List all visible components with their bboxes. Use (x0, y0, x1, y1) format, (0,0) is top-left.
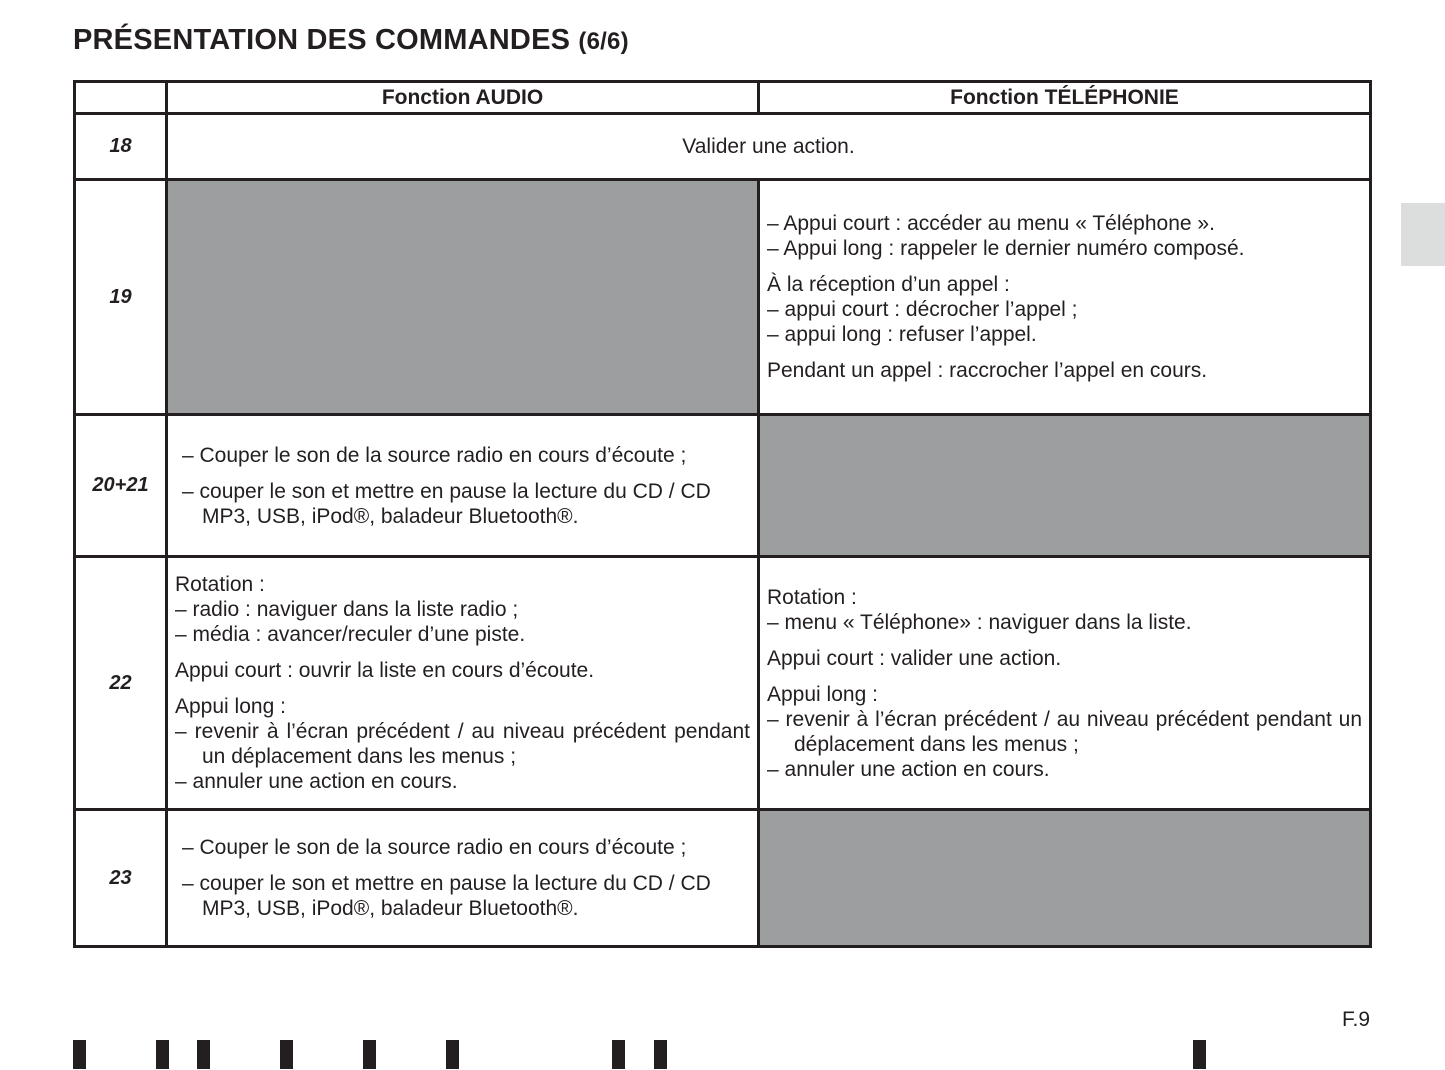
text-line: – Couper le son de la source radio en cours d’écoute ; (182, 443, 687, 467)
text-line: – Appui court : accéder au menu « Téléphone ». (767, 212, 1215, 235)
text-line: Rotation : (175, 573, 265, 596)
text-line: – annuler une action en cours. (175, 770, 458, 793)
header-audio: Fonction AUDIO (167, 82, 759, 114)
text-line: À la réception d’un appel : (767, 273, 1010, 296)
header-telephony: Fonction TÉLÉPHONIE (759, 82, 1371, 114)
text-line: Appui long : (175, 695, 286, 718)
audio-function (167, 557, 759, 810)
text-line: Pendant un appel : raccrocher l’appel en cours. (767, 359, 1208, 382)
control-number: 18 (75, 114, 167, 180)
text-line: Appui court : valider une action. (767, 646, 1062, 670)
text-line: – revenir à l’écran précédent / au niveau précédent pendant un déplacement dans les menus ; (175, 720, 750, 768)
text-line: – appui court : décrocher l’appel ; (767, 298, 1078, 321)
print-mark (73, 1040, 86, 1069)
text-line: – Couper le son de la source radio en cours d’écoute ; (182, 836, 687, 859)
text-line: – annuler une action en cours. (767, 757, 1050, 781)
text-line: – revenir à l’écran précédent / au niveau précédent pendant un déplacement dans les menus ; (767, 707, 1362, 756)
text-line: – Appui long : rappeler le dernier numéro composé. (767, 237, 1245, 260)
print-mark (1193, 1040, 1206, 1069)
title-page-counter: (6/6) (578, 28, 629, 55)
text-line: Rotation : (767, 585, 857, 609)
control-number: 22 (75, 557, 167, 810)
page-number: F.9 (1342, 1008, 1371, 1031)
table-row (75, 180, 1371, 415)
empty-cell (167, 180, 759, 415)
text-line: Appui long : (767, 682, 878, 706)
text-line: – média : avancer/reculer d’une piste. (175, 623, 526, 646)
control-number: 19 (75, 180, 167, 415)
telephony-function (759, 557, 1371, 810)
audio-function (167, 415, 759, 557)
control-number: 20+21 (75, 415, 167, 557)
text-line: – menu « Téléphone» : naviguer dans la liste. (767, 610, 1192, 634)
text-line: Appui court : ouvrir la liste en cours d’écoute. (175, 659, 595, 682)
print-mark (280, 1040, 293, 1069)
empty-cell (759, 415, 1371, 557)
table-row (75, 810, 1371, 947)
table-header-row (75, 82, 1371, 114)
table-row (75, 114, 1371, 180)
print-mark (156, 1040, 169, 1069)
print-mark (446, 1040, 459, 1069)
table-row (75, 557, 1371, 810)
print-mark (197, 1040, 210, 1069)
page-title (73, 24, 629, 57)
text-line: – appui long : refuser l’appel. (767, 323, 1037, 346)
title-main: PRÉSENTATION DES COMMANDES (73, 24, 571, 56)
controls-table (73, 80, 1372, 948)
audio-function (167, 810, 759, 947)
telephony-function (759, 180, 1371, 415)
header-blank (75, 82, 167, 114)
control-number: 23 (75, 810, 167, 947)
text-line: – couper le son et mettre en pause la lecture du CD / CD MP3, USB, iPod®, baladeur Bluetooth®. (182, 872, 711, 920)
section-thumb-tab (1401, 203, 1445, 266)
print-mark (363, 1040, 376, 1069)
print-mark (612, 1040, 625, 1069)
table-row (75, 415, 1371, 557)
shared-function: Valider une action. (167, 114, 1371, 180)
text-line: – couper le son et mettre en pause la lecture du CD / CD MP3, USB, iPod®, baladeur Bluetooth®. (182, 479, 711, 528)
print-mark (654, 1040, 667, 1069)
text-line: – radio : naviguer dans la liste radio ; (175, 598, 519, 621)
empty-cell (759, 810, 1371, 947)
